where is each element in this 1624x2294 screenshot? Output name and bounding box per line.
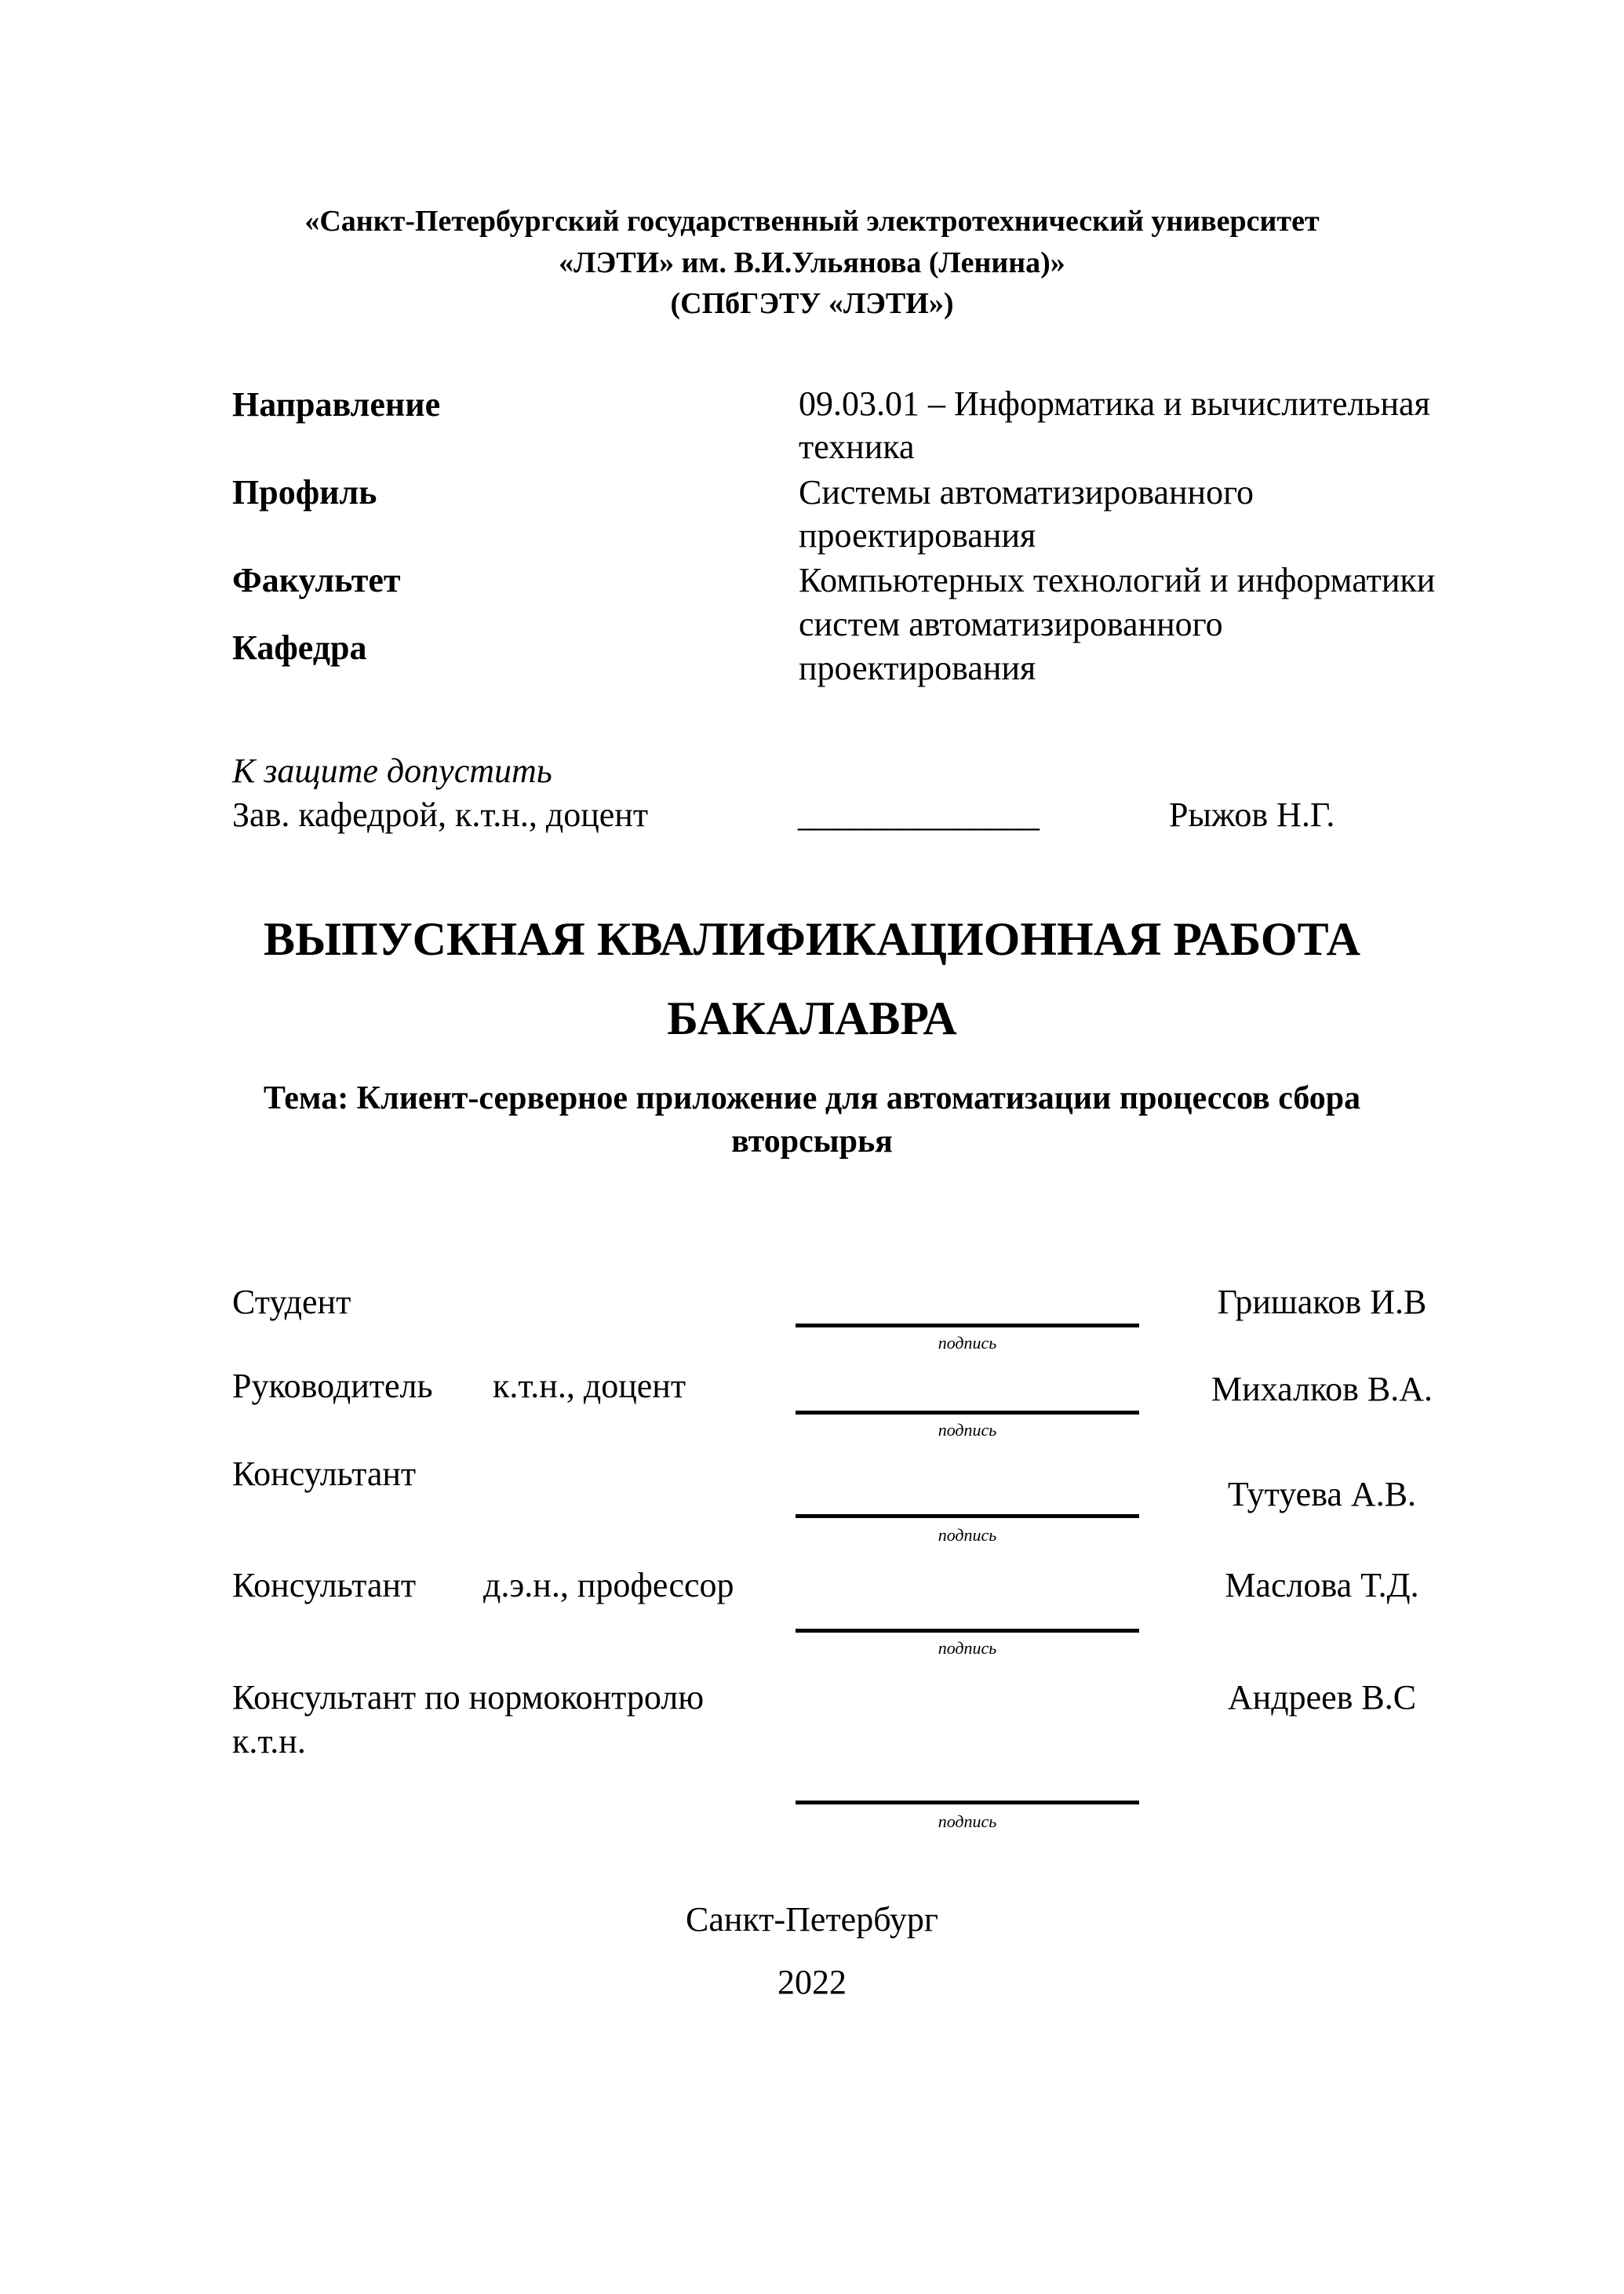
- topic-line2: вторсырья: [731, 1123, 893, 1160]
- role-label: Консультант: [232, 1455, 417, 1493]
- profile-label: Профиль: [232, 473, 377, 512]
- department-value-line1: систем автоматизированного: [799, 605, 1223, 643]
- signature-caption: подпись: [938, 1638, 997, 1658]
- signature-caption: подпись: [938, 1333, 997, 1353]
- signature-line: [796, 1514, 1139, 1518]
- person-name: Маслова Т.Д.: [1225, 1566, 1419, 1604]
- role-degree: к.т.н., доцент: [493, 1367, 686, 1405]
- topic-line1: Тема: Клиент-серверное приложение для автоматизации процессов сбора: [263, 1080, 1361, 1116]
- faculty-label: Факультет: [232, 561, 401, 599]
- role-label: Руководитель: [232, 1367, 433, 1405]
- direction-value-line2: техника: [799, 428, 915, 466]
- role-label: Консультант по нормоконтролю: [232, 1678, 705, 1717]
- university-name-line2: «ЛЭТИ» им. В.И.Ульянова (Ленина)»: [559, 246, 1065, 279]
- signature-line: [796, 1324, 1139, 1327]
- signature-line: [796, 1801, 1139, 1804]
- profile-value-line2: проектирования: [799, 516, 1036, 555]
- signature-caption: подпись: [938, 1525, 997, 1545]
- person-name: Тутуева А.В.: [1227, 1475, 1417, 1513]
- faculty-value: Компьютерных технологий и информатики: [799, 561, 1436, 599]
- university-abbreviation: (СПбГЭТУ «ЛЭТИ»): [670, 287, 954, 320]
- person-name: Андреев В.С: [1227, 1678, 1417, 1717]
- department-label: Кафедра: [232, 628, 367, 667]
- city: Санкт-Петербург: [686, 1900, 938, 1939]
- work-title-line2: БАКАЛАВРА: [667, 992, 957, 1044]
- approval-signature-blank: ______________: [798, 796, 1040, 834]
- role-degree: д.э.н., профессор: [483, 1566, 734, 1604]
- person-name: Михалков В.А.: [1211, 1370, 1433, 1408]
- work-title-line1: ВЫПУСКНАЯ КВАЛИФИКАЦИОННАЯ РАБОТА: [264, 913, 1360, 965]
- year: 2022: [777, 1963, 847, 2001]
- role-degree: к.т.н.: [232, 1722, 306, 1761]
- signature-line: [796, 1629, 1139, 1633]
- signature-caption: подпись: [938, 1420, 997, 1440]
- role-label: Консультант: [232, 1566, 417, 1604]
- direction-label: Направление: [232, 385, 441, 424]
- signature-caption: подпись: [938, 1812, 997, 1831]
- department-value-line2: проектирования: [799, 649, 1036, 687]
- profile-value-line1: Системы автоматизированного: [799, 473, 1254, 512]
- approval-heading: К защите допустить: [232, 752, 552, 790]
- approval-position: Зав. кафедрой, к.т.н., доцент: [232, 796, 649, 834]
- university-name-line1: «Санкт-Петербургский государственный электротехнический университет: [304, 205, 1320, 238]
- role-label: Студент: [232, 1283, 351, 1321]
- approval-name: Рыжов Н.Г.: [1169, 796, 1335, 834]
- person-name: Гришаков И.В: [1217, 1283, 1427, 1321]
- signature-line: [796, 1411, 1139, 1415]
- direction-value-line1: 09.03.01 – Информатика и вычислительная: [799, 384, 1430, 423]
